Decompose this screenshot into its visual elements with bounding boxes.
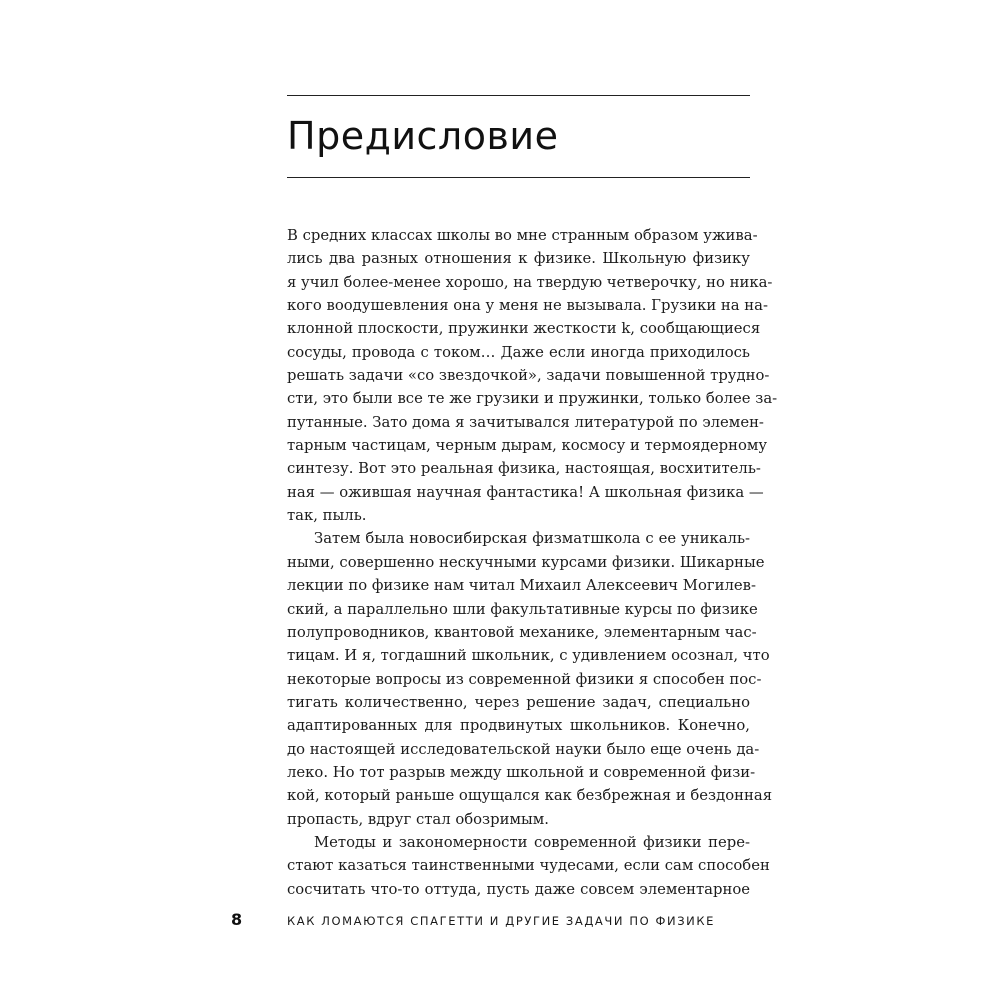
text-line: так, пыль. (287, 507, 367, 525)
text-line: Затем была новосибирская физматшкола с ее уникаль- (314, 530, 750, 548)
paragraph (287, 527, 773, 830)
text-line: тигать количественно, через решение задач, специально (287, 693, 750, 711)
text-line: некоторые вопросы из современной физики я способен пос- (287, 670, 762, 688)
text-line: полупроводников, квантовой механике, элементарным час- (287, 623, 757, 641)
page-number: 8 (231, 910, 243, 929)
text-line: леко. Но тот разрыв между школьной и современной физи- (287, 763, 756, 781)
body-text (287, 224, 778, 901)
text-line: лись два разных отношения к физике. Школьную физику (287, 250, 750, 268)
text-line: Методы и закономерности современной физики пере- (314, 833, 750, 851)
text-line: я учил более-менее хорошо, на твердую четверочку, но ника- (287, 273, 773, 291)
text-line: тицам. И я, тогдашний школьник, с удивлением осознал, что (287, 647, 770, 665)
text-line: пропасть, вдруг стал обозримым. (287, 810, 549, 828)
page-title: Предисловие (287, 114, 559, 158)
text-line: сосчитать что-то оттуда, пусть даже совсем элементарное (287, 880, 750, 898)
text-line: клонной плоскости, пружинки жесткости k, сообщающиеся (287, 320, 761, 338)
text-line: стают казаться таинственными чудесами, если сам способен (287, 857, 770, 875)
text-line: ная — ожившая научная фантастика! А школьная физика — (287, 483, 764, 501)
text-line: ными, совершенно нескучными курсами физики. Шикарные (287, 553, 765, 571)
text-line: лекции по физике нам читал Михаил Алексеевич Могилев- (287, 577, 756, 595)
paragraph (287, 831, 770, 901)
text-line: тарным частицам, черным дырам, космосу и термоядерному (287, 437, 768, 455)
text-line: путанные. Зато дома я зачитывался литературой по элемен- (287, 413, 764, 431)
text-line: адаптированных для продвинутых школьников. Конечно, (287, 717, 750, 735)
text-line: сосуды, провода с током… Даже если иногда приходилось (287, 343, 750, 361)
top-rule (287, 95, 750, 96)
text-line: синтезу. Вот это реальная физика, настоящая, восхититель- (287, 460, 761, 478)
text-line: решать задачи «со звездочкой», задачи повышенной трудно- (287, 367, 770, 385)
text-line: кого воодушевления она у меня не вызывала. Грузики на на- (287, 297, 768, 315)
text-line: сти, это были все те же грузики и пружинки, только более за- (287, 390, 778, 408)
paragraph (287, 224, 778, 527)
text-line: до настоящей исследовательской науки было еще очень да- (287, 740, 760, 758)
text-line: кой, который раньше ощущался как безбрежная и бездонная (287, 787, 773, 805)
running-footer-title: КАК ЛОМАЮТСЯ СПАГЕТТИ И ДРУГИЕ ЗАДАЧИ ПО ФИЗИКЕ (287, 914, 716, 928)
text-line: В средних классах школы во мне странным образом ужива- (287, 227, 758, 244)
bottom-rule (287, 177, 750, 178)
text-line: ский, а параллельно шли факультативные курсы по физике (287, 600, 758, 618)
